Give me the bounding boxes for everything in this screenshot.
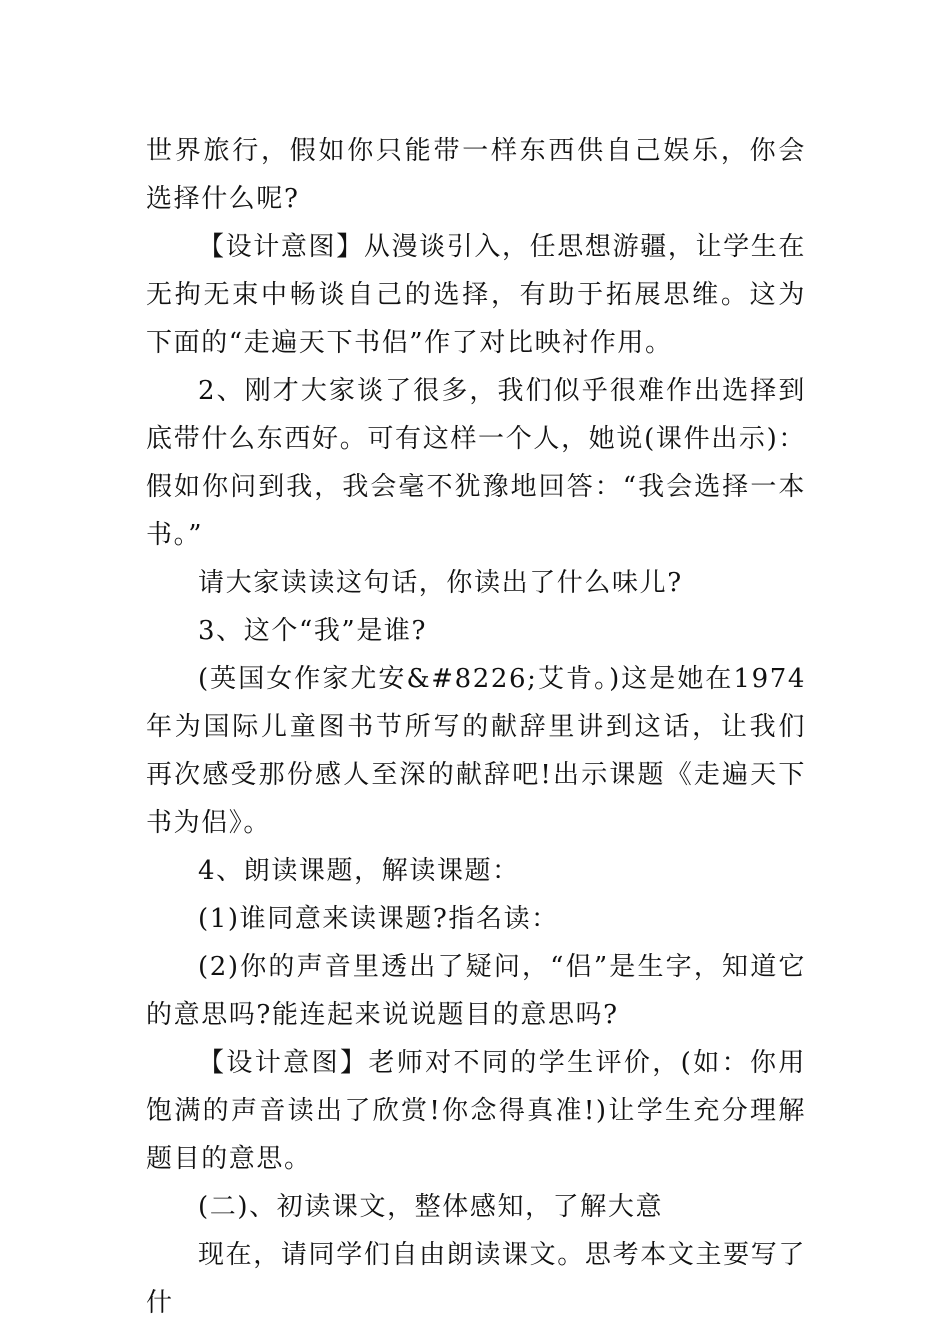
paragraph-substep-1: (1)谁同意来读课题?指名读： — [198, 904, 559, 934]
paragraph-step-2: 2、刚才大家谈了很多，我们似乎很难作出选择到底带什么东西好。可有这样一个人，她说(课件出示)：假如你问到我，我会毫不犹豫地回答：“我会选择一本书。” — [146, 376, 806, 550]
paragraph-continued-intro: 世界旅行，假如你只能带一样东西供自己娱乐，你会选择什么呢? — [146, 136, 806, 214]
paragraph-author-intro: (英国女作家尤安&#8226;艾肯。)这是她在1974年为国际儿童图书节所写的献辞里讲到这话，让我们再次感受那份感人至深的献辞吧!出示课题《走遍天下书为侣》。 — [146, 664, 806, 838]
paragraph-free-reading: 现在，请同学们自由朗读课文。思考本文主要写了什 — [146, 1240, 806, 1318]
paragraph-design-intent-1: 【设计意图】从漫谈引入，任思想游疆，让学生在无拘无束中畅谈自己的选择，有助于拓展思维。这为下面的“走遍天下书侣”作了对比映衬作用。 — [146, 232, 806, 358]
paragraph-read-sentence: 请大家读读这句话，你读出了什么味儿? — [198, 568, 683, 598]
paragraph-step-3: 3、这个“我”是谁? — [198, 616, 428, 646]
paragraph-step-4: 4、朗读课题，解读课题： — [198, 856, 520, 886]
section-heading-2: (二)、初读课文，整体感知，了解大意 — [198, 1192, 664, 1222]
document-page — [146, 127, 806, 1327]
paragraph-substep-2: (2)你的声音里透出了疑问，“侣”是生字，知道它的意思吗?能连起来说说题目的意思吗? — [146, 952, 806, 1030]
paragraph-design-intent-2: 【设计意图】老师对不同的学生评价，(如：你用饱满的声音读出了欣赏!你念得真准!)让学生充分理解题目的意思。 — [146, 1048, 806, 1174]
